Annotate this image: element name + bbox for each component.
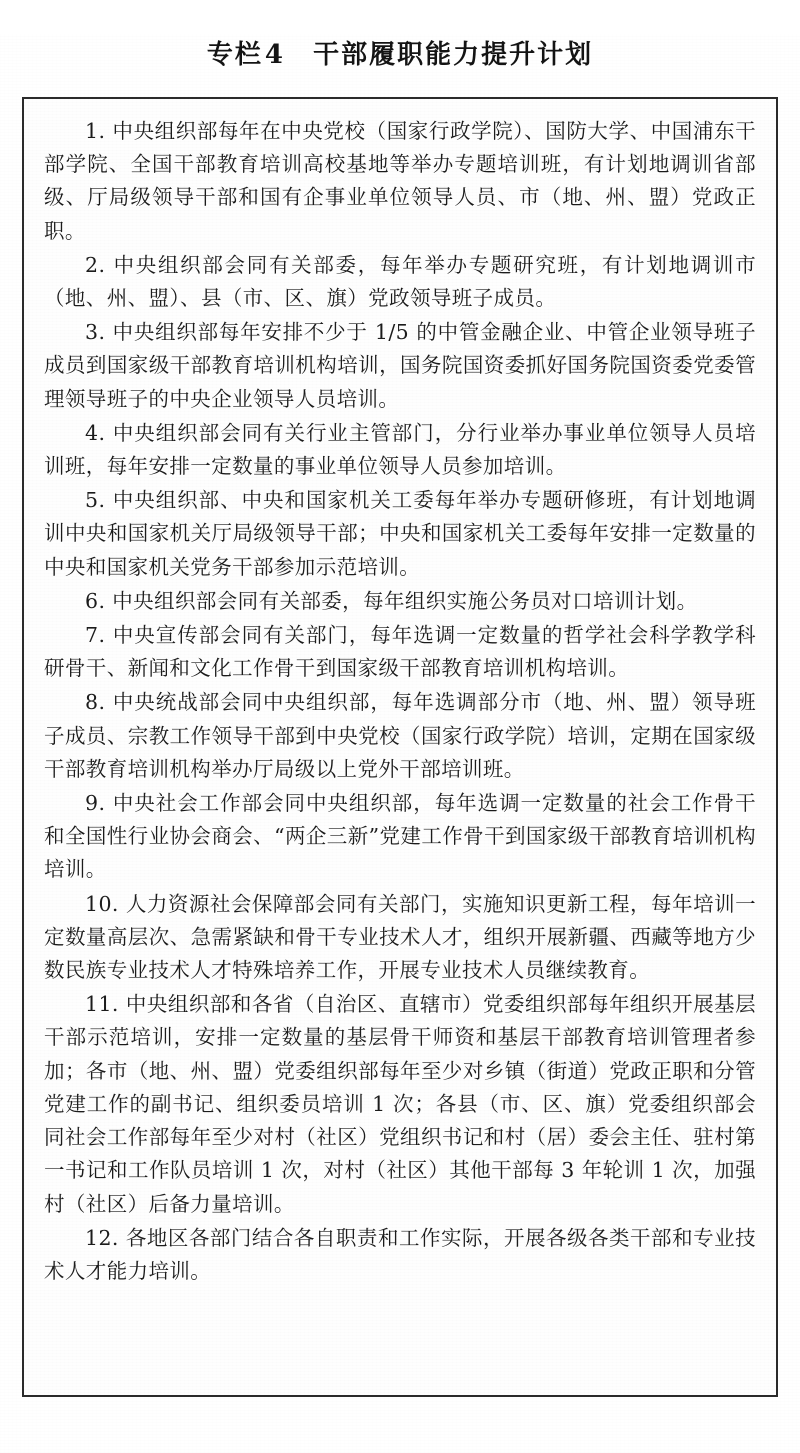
list-item: 7. 中央宣传部会同有关部门，每年选调一定数量的哲学社会科学教学科研骨干、新闻和文化工作骨干到国家级干部教育培训机构培训。 (44, 623, 756, 681)
page-title (0, 34, 800, 71)
list-item: 4. 中央组织部会同有关行业主管部门，分行业举办事业单位领导人员培训班，每年安排一定数量的事业单位领导人员参加培训。 (44, 420, 756, 479)
list-item: 8. 中央统战部会同中央组织部，每年选调部分市（地、州、盟）领导班子成员、宗教工作领导干部到中央党校（国家行政学院）培训，定期在国家级干部教育培训机构举办厅局级以上党外干部培训班。 (44, 690, 756, 781)
document-page (0, 34, 800, 1453)
list-item: 12. 各地区各部门结合各自职责和工作实际，开展各级各类干部和专业技术人才能力培训。 (44, 1225, 756, 1283)
list-item: 9. 中央社会工作部会同中央组织部，每年选调一定数量的社会工作骨干和全国性行业协会商会、“两企三新”党建工作骨干到国家级干部教育培训机构培训。 (44, 791, 756, 882)
list-item: 5. 中央组织部、中央和国家机关工委每年举办专题研修班，有计划地调训中央和国家机关厅局级领导干部；中央和国家机关工委每年安排一定数量的中央和国家机关党务干部参加示范培训。 (44, 488, 756, 579)
list-item: 2. 中央组织部会同有关部委，每年举办专题研究班，有计划地调训市（地、州、盟）、县（市、区、旗）党政领导班子成员。 (44, 252, 756, 311)
list-item: 1. 中央组织部每年在中央党校（国家行政学院）、国防大学、中国浦东干部学院、全国干部教育培训高校基地等举办专题培训班，有计划地调训省部级、厅局级领导干部和国有企事业单位领导人员、市（地、州、盟）党政正职。 (44, 119, 756, 243)
title-text: 干部履职能力提升计划 (313, 40, 594, 70)
title-prefix: 专栏 (206, 40, 263, 70)
title-number: 4 (264, 40, 285, 70)
list-item: 3. 中央组织部每年安排不少于 1/5 的中管金融企业、中管企业领导班子成员到国家级干部教育培训机构培训，国务院国资委抓好国务院国资委党委管理领导班子的中央企业领导人员培训。 (44, 320, 756, 411)
list-item: 11. 中央组织部和各省（自治区、直辖市）党委组织部每年组织开展基层干部示范培训，安排一定数量的基层骨干师资和基层干部教育培训管理者参加；各市（地、州、盟）党委组织部每年至少对乡镇（街道）党政正职和分管党建工作的副书记、组织委员培训 1 次；各县（市、区、旗）党委组织部会同社会工作部每年至少对村（社区）党组织书记和村（居）委会主任、驻村第一书记和工作队员培训 1 次，对村（社区）其他干部每 3 年轮训 1 次，加强村（社区）后备力量培训。 (44, 992, 756, 1216)
content-box (22, 97, 778, 1397)
list-item: 10. 人力资源社会保障部会同有关部门，实施知识更新工程，每年培训一定数量高层次、急需紧缺和骨干专业技术人才，组织开展新疆、西藏等地方少数民族专业技术人才特殊培养工作，开展专业技术人员继续教育。 (44, 891, 756, 983)
list-item: 6. 中央组织部会同有关部委，每年组织实施公务员对口培训计划。 (85, 588, 698, 613)
